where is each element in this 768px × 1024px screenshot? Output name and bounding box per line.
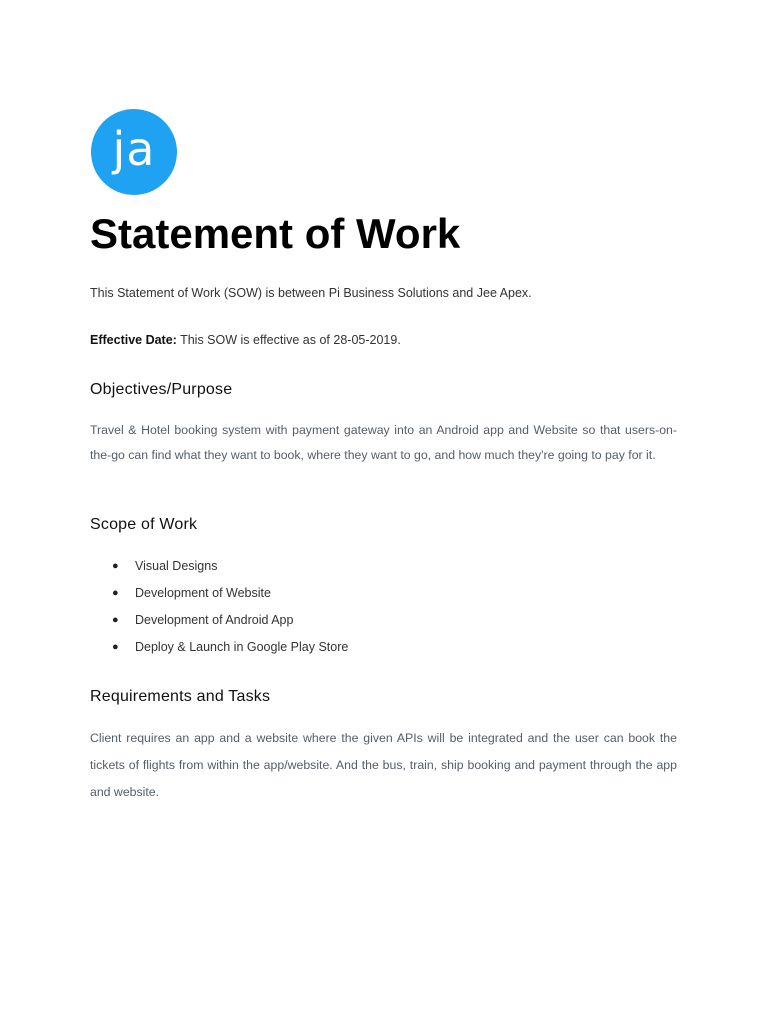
bullet-icon: ● [112, 641, 119, 653]
scope-item [90, 636, 348, 663]
scope-item [90, 555, 348, 582]
bullet-icon: ● [112, 614, 119, 626]
scope-item-label: Visual Designs [135, 559, 218, 573]
company-logo [91, 109, 177, 195]
bullet-icon: ● [112, 587, 119, 599]
logo-text: ja [112, 122, 156, 176]
document-title: Statement of Work [90, 210, 461, 257]
scope-item [90, 609, 348, 636]
scope-item-label: Development of Website [135, 586, 271, 600]
requirements-paragraph: Client requires an app and a website where the given APIs will be integrated and the user can book the tickets of flights from within the app/website. And the bus, train, ship booking and payment through the app and website. [90, 731, 677, 799]
requirements-heading: Requirements and Tasks [90, 688, 271, 705]
scope-heading: Scope of Work [90, 516, 198, 533]
intro-paragraph: This Statement of Work (SOW) is between Pi Business Solutions and Jee Apex. [90, 286, 532, 300]
objectives-paragraph: Travel & Hotel booking system with payment gateway into an Android app and Website so that users-on-the-go can find what they want to book, where they want to go, and how much they're going to pay for it. [90, 423, 677, 462]
effective-date-label: Effective Date: [90, 333, 177, 347]
bullet-icon: ● [112, 560, 119, 572]
scope-item-label: Development of Android App [135, 613, 294, 627]
scope-item-label: Deploy & Launch in Google Play Store [135, 640, 349, 654]
scope-item [90, 582, 348, 609]
scope-list [90, 555, 348, 663]
effective-date-text: This SOW is effective as of 28-05-2019. [176, 333, 401, 347]
effective-date-line [90, 331, 690, 349]
objectives-heading: Objectives/Purpose [90, 381, 233, 398]
